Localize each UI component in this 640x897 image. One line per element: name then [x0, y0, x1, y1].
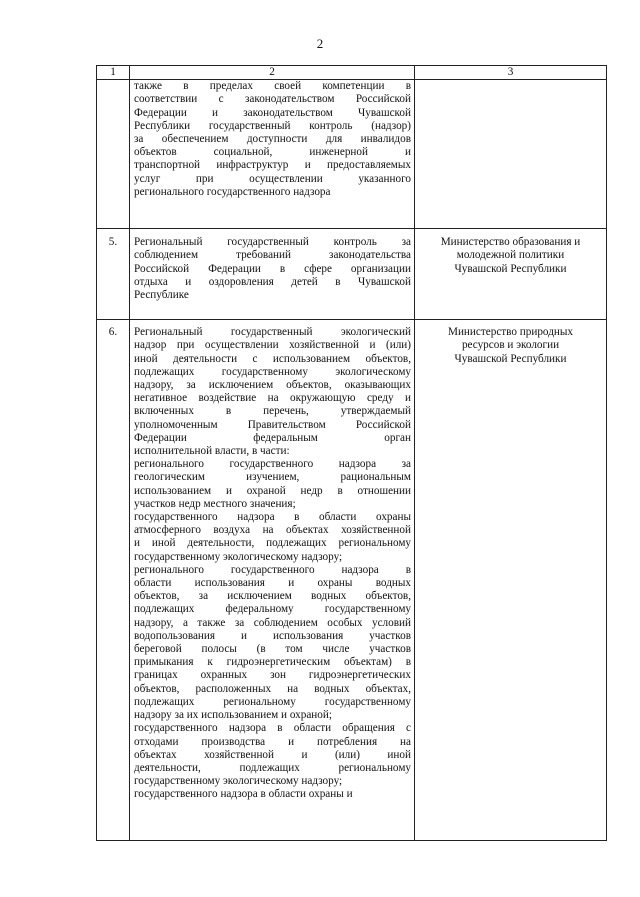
row-organization-text: [419, 320, 602, 366]
text-line: примыкания к гидроэнергетическим объектам) в: [134, 656, 411, 669]
text-line: государственного надзора в области охраны: [134, 511, 411, 524]
text-line: геологическим изучением, рациональным: [134, 471, 411, 484]
text-line: атмосферного воздуха на объектах хозяйственной: [134, 524, 411, 537]
text-line: молодежной политики: [456, 249, 565, 262]
text-line: Федерации и законодательством Чувашской: [134, 106, 411, 119]
table-row-5: [97, 229, 607, 320]
row-description-text: [134, 229, 411, 302]
text-line: надзору, а также за соблюдением особых условий: [134, 616, 411, 629]
text-line: транспортной инфраструктур и предоставляемых: [134, 159, 411, 172]
text-line: Чувашской Республики: [454, 352, 567, 365]
text-line: Российской Федерации в сфере организации: [134, 262, 411, 275]
row-organization: [415, 229, 607, 320]
row-number: [97, 320, 130, 841]
row-number: [97, 229, 130, 320]
text-line: соблюдением требований законодательства: [134, 249, 411, 262]
text-line: отходами производства и потребления на: [134, 735, 411, 748]
text-line: участков недр местного значения;: [134, 497, 296, 510]
text-line: объектов, за исключением водных объектов,: [134, 590, 411, 603]
text-line: государственного надзора в области обращения с: [134, 722, 411, 735]
text-line: деятельности, подлежащих региональному: [134, 761, 411, 774]
row-number: [97, 80, 130, 229]
text-line: объектов социальной, инженерной и: [134, 146, 411, 159]
text-line: услуг при осуществлении указанного: [134, 172, 411, 185]
text-line: регионального государственного надзора в: [134, 563, 411, 576]
text-line: Федерации федеральным орган: [134, 431, 411, 444]
text-line: иной деятельности с использованием объектов,: [134, 352, 411, 365]
text-line: надзору за их использованием и охраной;: [134, 709, 332, 722]
text-line: береговой полосы (в том числе участков: [134, 643, 411, 656]
text-line: и иной деятельности, подлежащих региональному: [134, 537, 411, 550]
document-table: [96, 65, 607, 841]
row-organization: [415, 80, 607, 229]
text-line: регионального государственного надзора: [134, 185, 331, 198]
text-line: уполномоченным Правительством Российской: [134, 418, 411, 431]
text-line: включенных в перечень, утверждаемый: [134, 405, 411, 418]
text-line: ресурсов и экологии: [461, 339, 560, 352]
table-row-continuation: [97, 80, 607, 229]
text-line: подлежащих государственному экологическому: [134, 365, 411, 378]
text-line: Республики государственный контроль (надзор): [134, 119, 411, 132]
text-line: области использования и охраны водных: [134, 577, 411, 590]
column-header-1: 1: [97, 66, 130, 80]
text-line: негативное воздействие на окружающую среду и: [134, 392, 411, 405]
text-line: за обеспечением доступности для инвалидов: [134, 133, 411, 146]
table-header-row: [97, 66, 607, 80]
column-header-3: 3: [415, 66, 607, 80]
text-line: государственному экологическому надзору;: [134, 550, 343, 563]
text-line: регионального государственного надзора за: [134, 458, 411, 471]
text-line: Министерство природных: [448, 326, 573, 339]
text-line: подлежащих федеральному государственному: [134, 603, 411, 616]
text-line: объектов, расположенных на водных объектах,: [134, 682, 411, 695]
column-header-2: 2: [130, 66, 415, 80]
row-description: [130, 80, 415, 229]
row-number-text: 6.: [108, 326, 118, 339]
row-description: [130, 229, 415, 320]
text-line: границах охранных зон гидроэнергетических: [134, 669, 411, 682]
row-organization: [415, 320, 607, 841]
text-line: Республике: [134, 289, 189, 302]
row-description-text: [134, 320, 411, 801]
text-line: Региональный государственный экологический: [134, 326, 411, 339]
text-line: исполнительной власти, в части:: [134, 445, 290, 458]
text-line: подлежащих региональному государственному: [134, 695, 411, 708]
page-number: 2: [316, 36, 324, 51]
text-line: Чувашской Республики: [454, 262, 567, 275]
text-line: объектах хозяйственной и (или) иной: [134, 748, 411, 761]
text-line: государственному экологическому надзору;: [134, 775, 343, 788]
text-line: Министерство образования и: [440, 236, 581, 249]
row-description: [130, 320, 415, 841]
text-line: использованием и охраной недр в отношении: [134, 484, 411, 497]
text-line: государственного надзора в области охраны и: [134, 788, 353, 801]
text-line: также в пределах своей компетенции в: [134, 80, 411, 93]
text-line: соответствии с законодательством Российской: [134, 93, 411, 106]
table-row-6: [97, 320, 607, 841]
row-number-text: 5.: [108, 236, 118, 249]
text-line: надзору, за исключением объектов, оказывающих: [134, 379, 411, 392]
text-line: водопользования и использования участков: [134, 629, 411, 642]
text-line: надзор при осуществлении хозяйственной и (или): [134, 339, 411, 352]
row-organization-text: [419, 229, 602, 276]
row-description-text: [134, 80, 411, 199]
text-line: отдыха и оздоровления детей в Чувашской: [134, 275, 411, 288]
text-line: Региональный государственный контроль за: [134, 236, 411, 249]
